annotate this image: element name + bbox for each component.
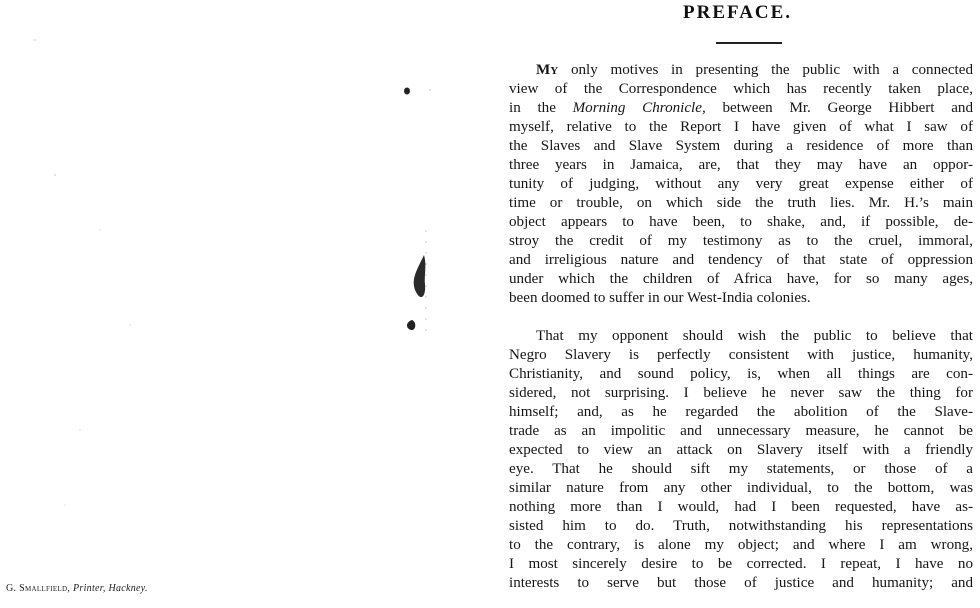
- printer-imprint: [6, 583, 148, 594]
- ink-smudge: [414, 255, 426, 297]
- dust-speck: [34, 39, 35, 40]
- paragraph-1: [509, 61, 973, 308]
- page-title: PREFACE.: [683, 2, 793, 23]
- drop-word: My: [536, 62, 559, 78]
- text-line: Christianity, and sound policy, is, when all things are con-: [509, 366, 973, 382]
- text-line: the Slaves and Slave System during a residence of more than: [509, 138, 973, 154]
- text-line: time or trouble, on which side the truth lies. Mr. H.’s main: [509, 195, 973, 211]
- text-line: sidered, not surprising. I believe he never saw the thing for: [509, 385, 973, 401]
- text-line: three years in Jamaica, are, that they may have an oppor-: [509, 157, 973, 173]
- text-line: I most sincerely desire to be corrected. I repeat, I have no: [509, 556, 973, 572]
- line-text: only motives in presenting the public with a connected: [558, 62, 973, 78]
- text-line: eye. That he should sift my statements, or those of a: [509, 461, 973, 477]
- text-line: expected to view an attack on Slavery itself with a friendly: [509, 442, 973, 458]
- dust-speck: [80, 430, 81, 431]
- text-line: stroy the credit of my testimony as to the cruel, immoral,: [509, 233, 973, 249]
- text-line: That my opponent should wish the public to believe that: [536, 328, 973, 344]
- dust-speck: [130, 325, 131, 326]
- text-line: object appears to have been, to shake, and, if possible, de-: [509, 214, 973, 230]
- printer-role: Printer, Hackney.: [72, 583, 148, 594]
- dust-speck: [429, 89, 430, 90]
- text-line: trade as an impolitic and unnecessary measure, he cannot be: [509, 423, 973, 439]
- text-line: Negro Slavery is perfectly consistent with justice, humanity,: [509, 347, 973, 363]
- ink-speck: [404, 88, 410, 95]
- text-line: been doomed to suffer in our West-India colonies.: [509, 290, 811, 306]
- right-page: [490, 0, 980, 608]
- text-line: and irreligious nature and tendency of that state of oppression: [509, 252, 973, 268]
- text-line: nothing more than I would, had I been requested, have as-: [509, 499, 973, 515]
- text-line: myself, relative to the Report I have given of what I saw of: [509, 119, 973, 135]
- newspaper-title: Morning Chronicle,: [572, 100, 706, 116]
- printer-name: G. Smallfield,: [6, 583, 71, 594]
- line-text: between Mr. George Hibbert and: [705, 100, 973, 116]
- text-line: similar nature from any other individual, to the bottom, was: [509, 480, 973, 496]
- ink-speck: [407, 320, 415, 330]
- text-line: tunity of judging, without any very great expense either of: [509, 176, 973, 192]
- dust-speck: [65, 505, 66, 506]
- text-line: to the contrary, is alone my object; and where I am wrong,: [509, 537, 973, 553]
- text-line: sisted him to do. Truth, notwithstanding his representations: [509, 518, 973, 534]
- text-line: view of the Correspondence which has recently taken place,: [509, 81, 973, 97]
- line-text: in the: [509, 100, 573, 116]
- dust-speck: [100, 230, 101, 231]
- text-line: [509, 99, 973, 118]
- paragraph-2: [509, 327, 973, 593]
- text-line: under which the children of Africa have, for so many ages,: [509, 271, 973, 287]
- text-line: interests to serve but those of justice and humanity; and: [509, 575, 973, 591]
- text-line: [509, 61, 973, 80]
- text-line: himself; and, as he regarded the abolition of the Slave-: [509, 404, 973, 420]
- dust-speck: [54, 174, 55, 175]
- title-rule: [716, 42, 782, 44]
